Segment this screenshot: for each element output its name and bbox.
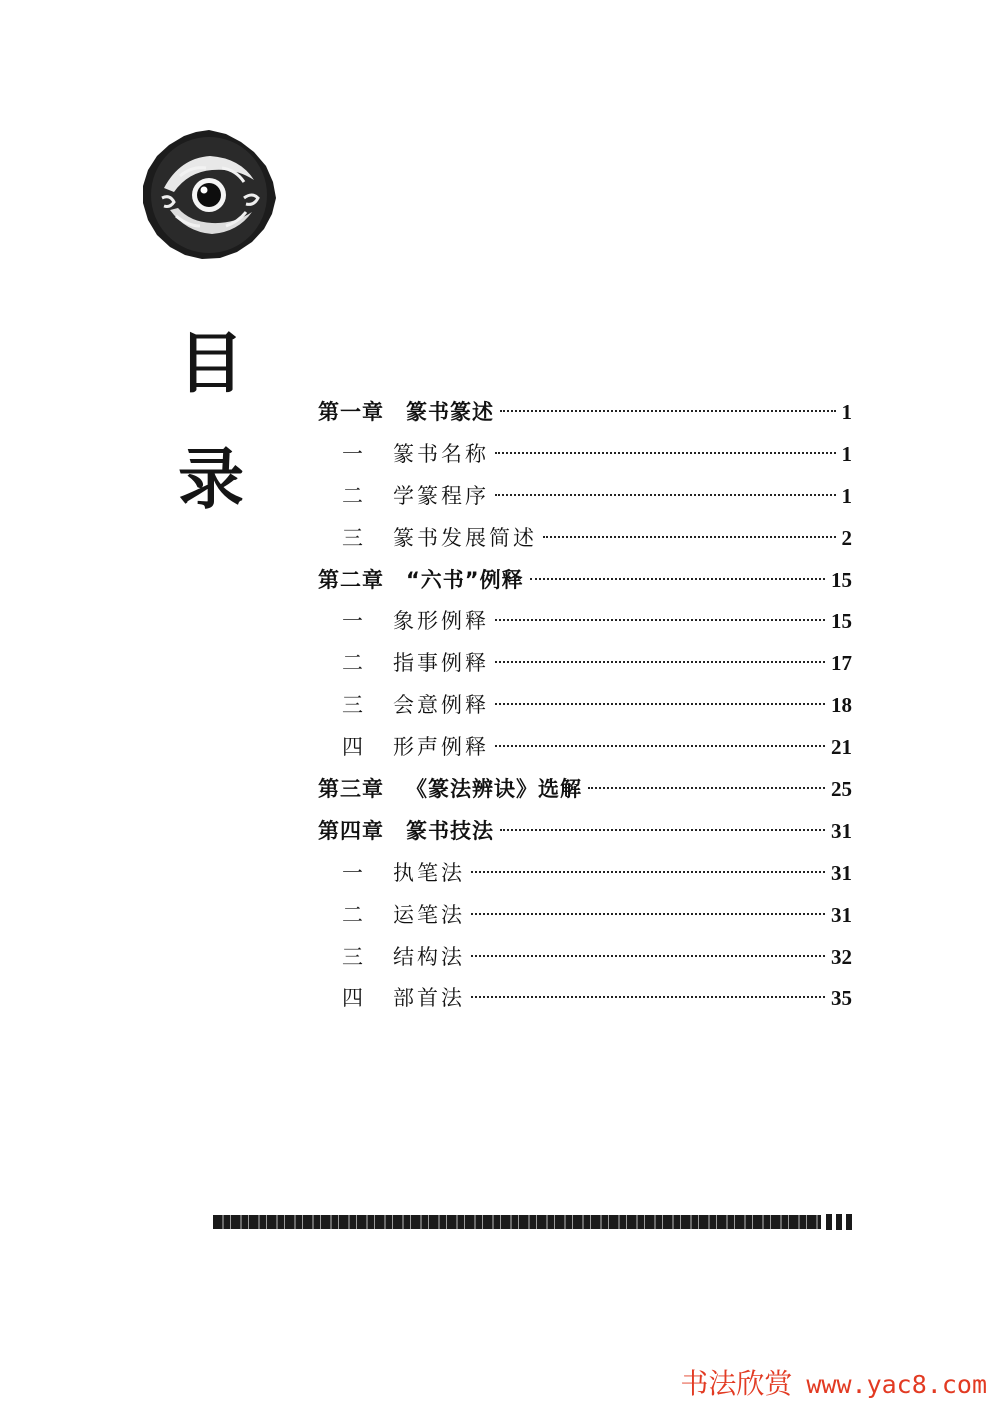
toc-entry-label: 部首法: [393, 986, 465, 1011]
toc-entry-chapter-1[interactable]: [318, 392, 852, 434]
toc-entry-page: 1: [841, 441, 852, 466]
toc-entry-label: 指事例释: [393, 651, 489, 676]
toc-leader-dots: [543, 536, 836, 538]
toc-entry-page: 17: [831, 651, 852, 676]
toc-entry-number: 二: [342, 483, 363, 508]
toc-entry-page: 15: [831, 567, 852, 592]
toc-leader-dots: [471, 955, 825, 957]
toc-entry-label: 执笔法: [393, 860, 465, 885]
watermark-text: 书法欣赏: [680, 1367, 793, 1400]
toc-entry-label: 篆书篆述: [406, 400, 494, 424]
toc-entry-section[interactable]: [318, 727, 852, 769]
toc-entry-label: “六书”例释: [406, 567, 524, 592]
toc-leader-dots: [495, 703, 825, 705]
toc-leader-dots: [588, 787, 825, 789]
toc-entry-page: 31: [831, 902, 852, 927]
toc-entry-number: 第二章: [318, 567, 384, 592]
toc-entry-chapter-4[interactable]: [318, 811, 852, 853]
toc-entry-section[interactable]: [318, 978, 852, 1020]
toc-leader-dots: [500, 829, 825, 831]
toc-title-char-2: 录: [178, 440, 244, 518]
toc-entry-section[interactable]: [318, 518, 852, 560]
toc-leader-dots: [495, 494, 836, 496]
toc-entry-label: 篆书名称: [393, 441, 489, 466]
toc-leader-dots: [500, 410, 836, 412]
toc-entry-number: 四: [342, 986, 363, 1011]
toc-entry-section[interactable]: [318, 601, 852, 643]
toc-entry-page: 31: [831, 860, 852, 885]
toc-entry-number: 三: [342, 693, 363, 718]
toc-entry-section[interactable]: [318, 895, 852, 937]
toc-entry-page: 32: [831, 944, 852, 969]
toc-entry-number: 第一章: [318, 400, 384, 424]
toc-entry-chapter-3[interactable]: [318, 769, 852, 811]
toc-entry-label: 《篆法辨诀》选解: [406, 777, 582, 802]
toc-entry-page: 2: [841, 525, 852, 550]
watermark: [680, 1362, 987, 1402]
toc-entry-section[interactable]: [318, 643, 852, 685]
footer-marker-icon: [826, 1214, 852, 1230]
toc-entry-number: 第三章: [318, 777, 384, 802]
toc-entry-page: 21: [831, 735, 852, 760]
toc-entry-label: 篆书技法: [406, 818, 494, 843]
toc-entry-number: 三: [342, 525, 363, 550]
toc-entry-section[interactable]: [318, 853, 852, 895]
toc-entry-number: 一: [342, 860, 363, 885]
toc-entry-label: 形声例释: [393, 735, 489, 760]
toc-entry-section[interactable]: [318, 937, 852, 979]
toc-entry-label: 象形例释: [393, 609, 489, 634]
toc-entry-number: 二: [342, 902, 363, 927]
toc-leader-dots: [495, 619, 825, 621]
toc-entry-page: 1: [841, 483, 852, 508]
table-of-contents: [318, 392, 852, 1020]
toc-entry-label: 会意例释: [393, 693, 489, 718]
toc-leader-dots: [495, 661, 825, 663]
toc-entry-section[interactable]: [318, 434, 852, 476]
toc-entry-number: 一: [342, 609, 363, 634]
toc-entry-label: 运笔法: [393, 902, 465, 927]
toc-entry-page: 25: [831, 777, 852, 802]
toc-leader-dots: [471, 871, 825, 873]
toc-leader-dots: [530, 578, 825, 580]
decorative-emblem-icon: [140, 128, 278, 260]
toc-entry-page: 35: [831, 986, 852, 1011]
toc-entry-page: 1: [841, 400, 852, 424]
toc-leader-dots: [495, 452, 836, 454]
footer-rule: [213, 1215, 821, 1229]
toc-leader-dots: [471, 913, 825, 915]
toc-leader-dots: [495, 745, 825, 747]
watermark-url[interactable]: www.yac8.com: [806, 1370, 987, 1399]
toc-entry-section[interactable]: [318, 685, 852, 727]
toc-entry-label: 学篆程序: [393, 483, 489, 508]
toc-entry-number: 四: [342, 735, 363, 760]
toc-entry-number: 三: [342, 944, 363, 969]
toc-entry-label: 结构法: [393, 944, 465, 969]
toc-entry-label: 篆书发展简述: [393, 525, 537, 550]
toc-entry-number: 第四章: [318, 818, 384, 843]
toc-entry-page: 15: [831, 609, 852, 634]
toc-title-char-1: 目: [178, 324, 244, 402]
toc-entry-section[interactable]: [318, 476, 852, 518]
toc-entry-number: 二: [342, 651, 363, 676]
toc-leader-dots: [471, 996, 825, 998]
toc-entry-page: 31: [831, 818, 852, 843]
toc-entry-number: 一: [342, 441, 363, 466]
toc-entry-page: 18: [831, 693, 852, 718]
toc-entry-chapter-2[interactable]: [318, 560, 852, 602]
